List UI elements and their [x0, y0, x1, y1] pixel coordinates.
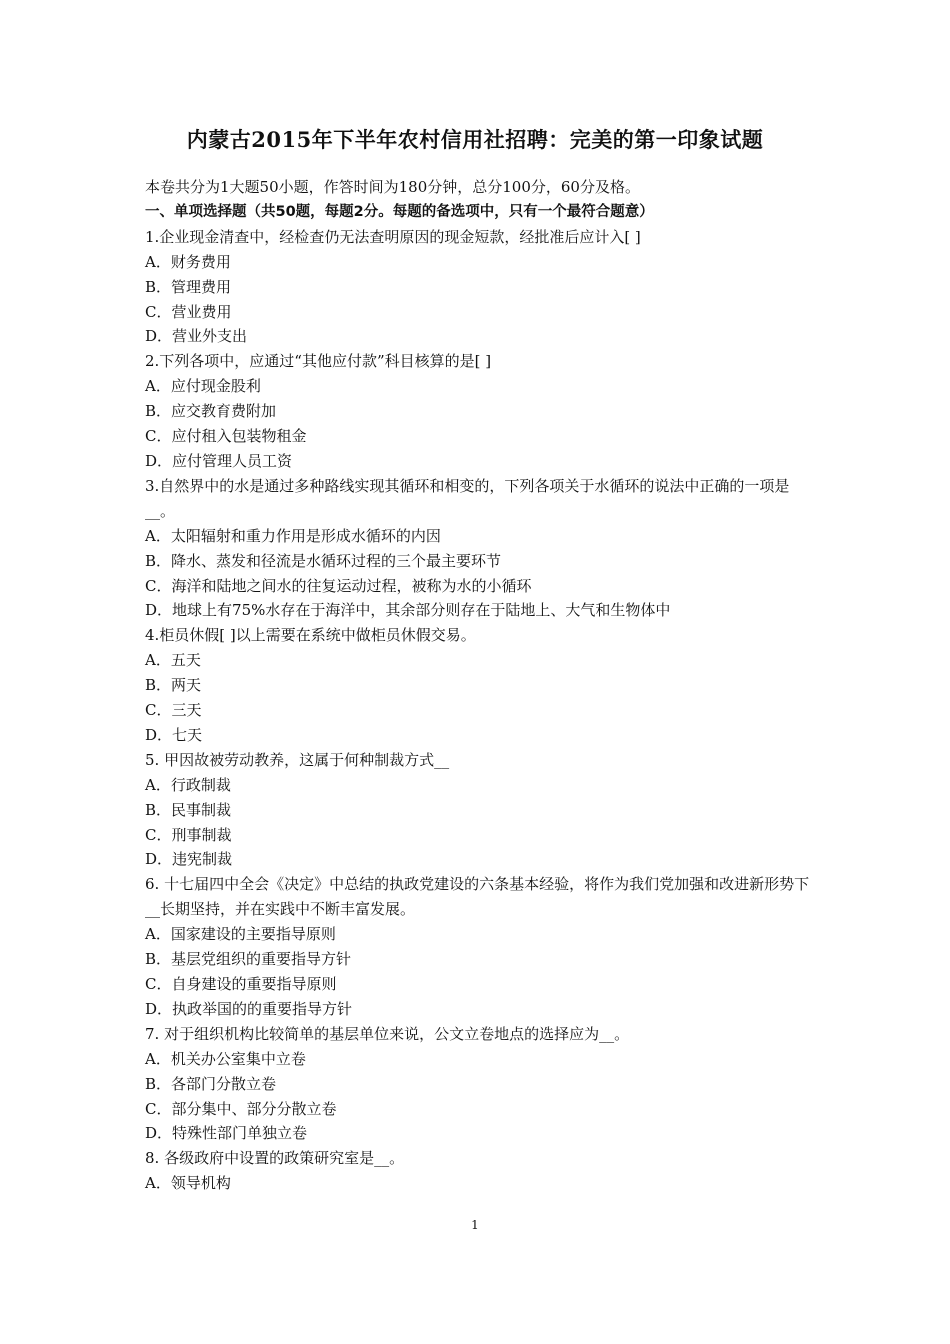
question-block: [145, 474, 815, 623]
question-text: 4.柜员休假[ ]以上需要在系统中做柜员休假交易。: [145, 626, 476, 645]
option: A．国家建设的主要指导原则: [145, 925, 336, 944]
option: B．民事制裁: [145, 800, 232, 819]
option: A．财务费用: [145, 252, 231, 271]
option: B．各部门分散立卷: [145, 1074, 277, 1093]
option: C．三天: [145, 701, 202, 720]
option: C．营业费用: [145, 302, 232, 321]
intro-text: 本卷共分为1大题50小题，作答时间为180分钟，总分100分，60分及格。: [145, 178, 640, 196]
option: C．部分集中、部分分散立卷: [145, 1099, 337, 1118]
question-block: [145, 1022, 815, 1147]
option: A．领导机构: [145, 1174, 231, 1193]
page-number: 1: [471, 1218, 479, 1232]
question-block: [145, 349, 815, 474]
option: B．基层党组织的重要指导方针: [145, 950, 352, 969]
option: C．应付租入包装物租金: [145, 427, 307, 446]
option: C．海洋和陆地之间水的往复运动过程，被称为水的小循环: [145, 576, 532, 595]
option: D．应付管理人员工资: [145, 451, 293, 470]
question-text: 5. 甲因故被劳动教养，这属于何种制裁方式__: [145, 750, 450, 769]
question-block: [145, 225, 815, 350]
question-block: [145, 748, 815, 873]
question-block: [145, 623, 815, 748]
option: A．应付现金股利: [145, 377, 261, 396]
document-body: [145, 175, 815, 1196]
option: D．营业外支出: [145, 327, 248, 346]
option: D．特殊性部门单独立卷: [145, 1124, 308, 1143]
option: D．地球上有75%水存在于海洋中，其余部分则存在于陆地上、大气和生物体中: [145, 601, 671, 620]
question-block: [145, 872, 815, 1021]
option: B．管理费用: [145, 277, 232, 296]
option: A．机关办公室集中立卷: [145, 1049, 306, 1068]
option: D．执政举国的的重要指导方针: [145, 999, 353, 1018]
page-title: 内蒙古2015年下半年农村信用社招聘：完美的第一印象试题: [186, 127, 764, 152]
option: D．七天: [145, 725, 203, 744]
option: A．太阳辐射和重力作用是形成水循环的内因: [145, 526, 441, 545]
option: B．两天: [145, 676, 202, 695]
option: B．降水、蒸发和径流是水循环过程的三个最主要环节: [145, 551, 502, 570]
question-text: 2.下列各项中，应通过“其他应付款”科目核算的是[ ]: [145, 352, 492, 371]
option: A．行政制裁: [145, 775, 231, 794]
question-block: [145, 1146, 815, 1196]
option: A．五天: [145, 651, 201, 670]
question-text: 3.自然界中的水是通过多种路线实现其循环和相变的，下列各项关于水循环的说法中正确的一项是__。: [145, 476, 790, 520]
question-text: 1.企业现金清查中，经检查仍无法查明原因的现金短款，经批准后应计入[ ]: [145, 227, 641, 246]
question-text: 8. 各级政府中设置的政策研究室是__。: [145, 1149, 405, 1168]
question-text: 7. 对于组织机构比较简单的基层单位来说，公文立卷地点的选择应为__。: [145, 1024, 630, 1043]
option: B．应交教育费附加: [145, 402, 277, 421]
option: D．违宪制裁: [145, 850, 233, 869]
option: C．自身建设的重要指导原则: [145, 975, 337, 993]
question-text: 6. 十七届四中全会《决定》中总结的执政党建设的六条基本经验，将作为我们党加强和改进新形势下__长期坚持，并在实践中不断丰富发展。: [145, 875, 810, 919]
section-heading: 一、单项选择题（共50题，每题2分。每题的备选项中，只有一个最符合题意）: [145, 203, 654, 220]
option: C．刑事制裁: [145, 825, 232, 844]
